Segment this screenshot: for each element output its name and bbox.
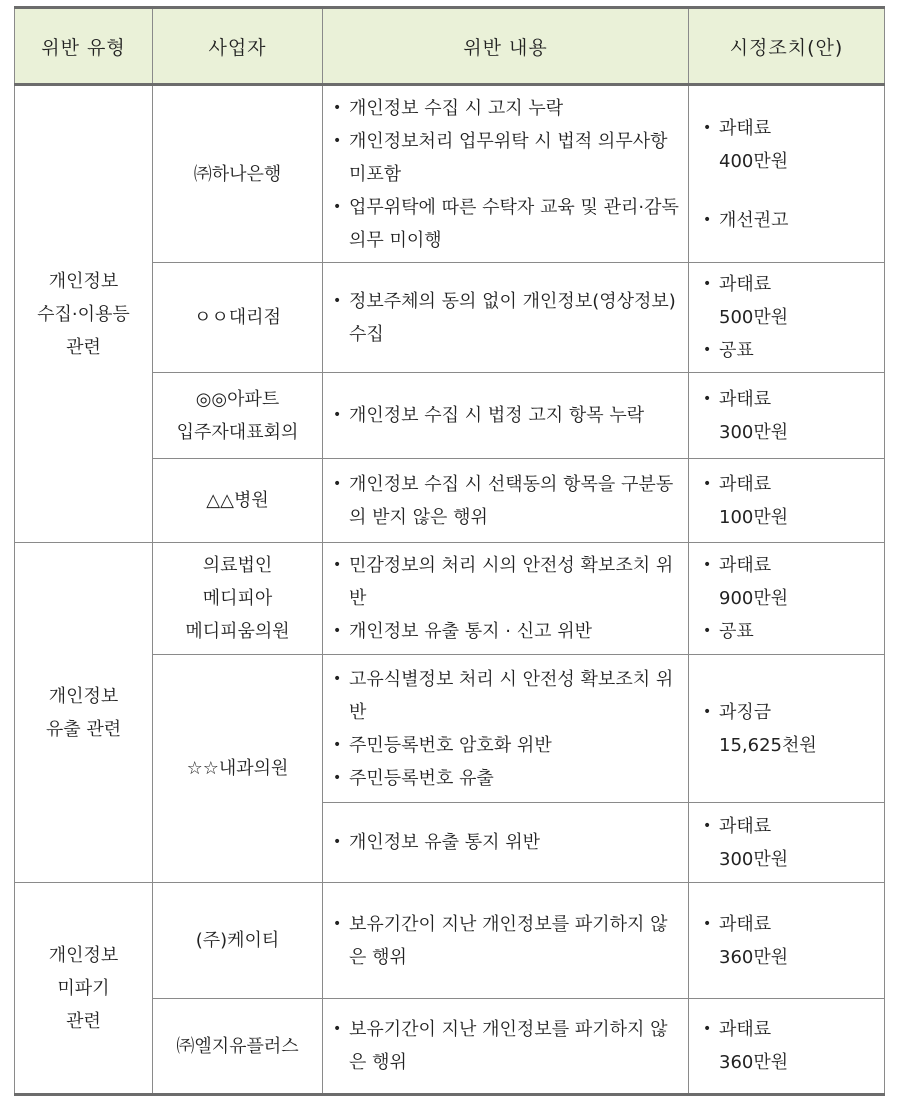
business-name: 의료법인 xyxy=(202,555,273,576)
type-label: 개인정보 xyxy=(48,685,119,707)
action-amount: 500만원 xyxy=(719,307,789,328)
type-label: 관련 xyxy=(66,336,101,358)
business-cell xyxy=(153,655,323,883)
action-item xyxy=(703,615,876,648)
type-label: 미파기 xyxy=(57,977,110,999)
action-cell xyxy=(689,543,885,655)
action-item xyxy=(703,549,876,615)
action-cell xyxy=(689,999,885,1095)
action-amount: 100만원 xyxy=(719,506,789,528)
action-amount: 15,625천원 xyxy=(719,734,817,756)
business-cell xyxy=(153,459,323,543)
content-cell xyxy=(323,263,689,373)
business-name: 메디피아 xyxy=(202,588,273,609)
action-label: 과태료 xyxy=(719,913,772,935)
violation-type-cell xyxy=(15,543,153,883)
content-cell xyxy=(323,883,689,999)
action-item xyxy=(703,112,876,178)
action-label: 과태료 xyxy=(719,274,772,295)
action-label: 과징금 xyxy=(719,701,772,723)
action-item xyxy=(703,383,876,449)
action-cell xyxy=(689,263,885,373)
action-cell xyxy=(689,85,885,263)
content-cell xyxy=(323,999,689,1095)
content-item: • 주민등록번호 암호화 위반 xyxy=(333,729,680,762)
action-cell xyxy=(689,803,885,883)
business-name: △△병원 xyxy=(206,490,269,511)
action-item xyxy=(703,1013,876,1079)
action-label: 과태료 xyxy=(719,555,772,576)
content-cell xyxy=(323,373,689,459)
action-item xyxy=(703,468,876,534)
action-label: 과태료 xyxy=(719,388,772,410)
content-item: • 고유식별정보 처리 시 안전성 확보조치 위반 xyxy=(333,663,680,729)
action-item xyxy=(703,908,876,974)
content-item: • 개인정보 유출 통지 · 신고 위반 xyxy=(333,615,680,648)
content-cell xyxy=(323,655,689,803)
action-label: 개선권고 xyxy=(719,209,789,231)
business-cell xyxy=(153,543,323,655)
business-name: ☆☆내과의원 xyxy=(186,758,289,779)
business-name: ㈜하나은행 xyxy=(193,163,282,185)
content-item: • 보유기간이 지난 개인정보를 파기하지 않은 행위 xyxy=(333,908,680,974)
business-cell xyxy=(153,999,323,1095)
header-row xyxy=(15,8,885,85)
content-cell xyxy=(323,803,689,883)
action-label: 과태료 xyxy=(719,815,772,837)
action-item xyxy=(703,696,876,762)
violation-table-container xyxy=(14,6,884,1096)
business-name: 입주자대표회의 xyxy=(176,421,299,443)
header-business: 사업자 xyxy=(153,8,323,85)
content-cell xyxy=(323,543,689,655)
violation-type-cell xyxy=(15,85,153,543)
business-cell xyxy=(153,373,323,459)
type-label: 수집·이용등 xyxy=(37,303,130,325)
action-label: 공표 xyxy=(719,340,754,361)
violation-table xyxy=(14,6,885,1096)
action-item xyxy=(703,204,876,237)
content-cell xyxy=(323,85,689,263)
action-cell xyxy=(689,459,885,543)
table-row xyxy=(15,883,885,999)
business-name: ㈜엘지유플러스 xyxy=(176,1035,299,1057)
header-violation-content: 위반 내용 xyxy=(323,8,689,85)
content-item: • 주민등록번호 유출 xyxy=(333,762,680,795)
content-item: • 업무위탁에 따른 수탁자 교육 및 관리·감독 의무 미이행 xyxy=(333,191,680,257)
action-cell xyxy=(689,373,885,459)
content-cell xyxy=(323,459,689,543)
action-amount: 300만원 xyxy=(719,421,789,443)
action-amount: 300만원 xyxy=(719,848,789,870)
action-label: 과태료 xyxy=(719,473,772,495)
table-row xyxy=(15,543,885,655)
business-name: ◎◎아파트 xyxy=(195,388,280,410)
content-item: • 개인정보 수집 시 법정 고지 항목 누락 xyxy=(333,399,680,432)
content-item: • 보유기간이 지난 개인정보를 파기하지 않은 행위 xyxy=(333,1013,680,1079)
business-name: (주)케이티 xyxy=(195,930,280,951)
content-item: • 개인정보 유출 통지 위반 xyxy=(333,826,680,859)
action-label: 과태료 xyxy=(719,117,772,139)
action-item xyxy=(703,268,876,334)
business-cell xyxy=(153,85,323,263)
content-item: • 개인정보 수집 시 선택동의 항목을 구분동의 받지 않은 행위 xyxy=(333,468,680,534)
content-item: • 개인정보 수집 시 고지 누락 xyxy=(333,92,680,125)
action-amount: 360만원 xyxy=(719,946,789,968)
action-label: 공표 xyxy=(719,621,754,642)
content-item: • 민감정보의 처리 시의 안전성 확보조치 위반 xyxy=(333,549,680,615)
type-label: 개인정보 xyxy=(48,270,119,292)
action-amount: 400만원 xyxy=(719,150,789,172)
content-item: • 정보주체의 동의 없이 개인정보(영상정보) 수집 xyxy=(333,285,680,351)
type-label: 개인정보 xyxy=(48,944,119,966)
header-violation-type: 위반 유형 xyxy=(15,8,153,85)
action-cell xyxy=(689,655,885,803)
business-name: ㅇㅇ대리점 xyxy=(194,307,281,328)
content-item: • 개인정보처리 업무위탁 시 법적 의무사항 미포함 xyxy=(333,125,680,191)
business-cell xyxy=(153,883,323,999)
header-corrective-action: 시정조치(안) xyxy=(689,8,885,85)
action-cell xyxy=(689,883,885,999)
type-label: 유출 관련 xyxy=(45,718,122,740)
action-item xyxy=(703,334,876,367)
action-amount: 360만원 xyxy=(719,1052,789,1073)
action-item xyxy=(703,810,876,876)
business-cell xyxy=(153,263,323,373)
type-label: 관련 xyxy=(66,1010,101,1032)
action-label: 과태료 xyxy=(719,1019,772,1040)
table-row xyxy=(15,85,885,263)
action-amount: 900만원 xyxy=(719,588,789,609)
business-name: 메디피움의원 xyxy=(185,621,290,642)
violation-type-cell xyxy=(15,883,153,1095)
